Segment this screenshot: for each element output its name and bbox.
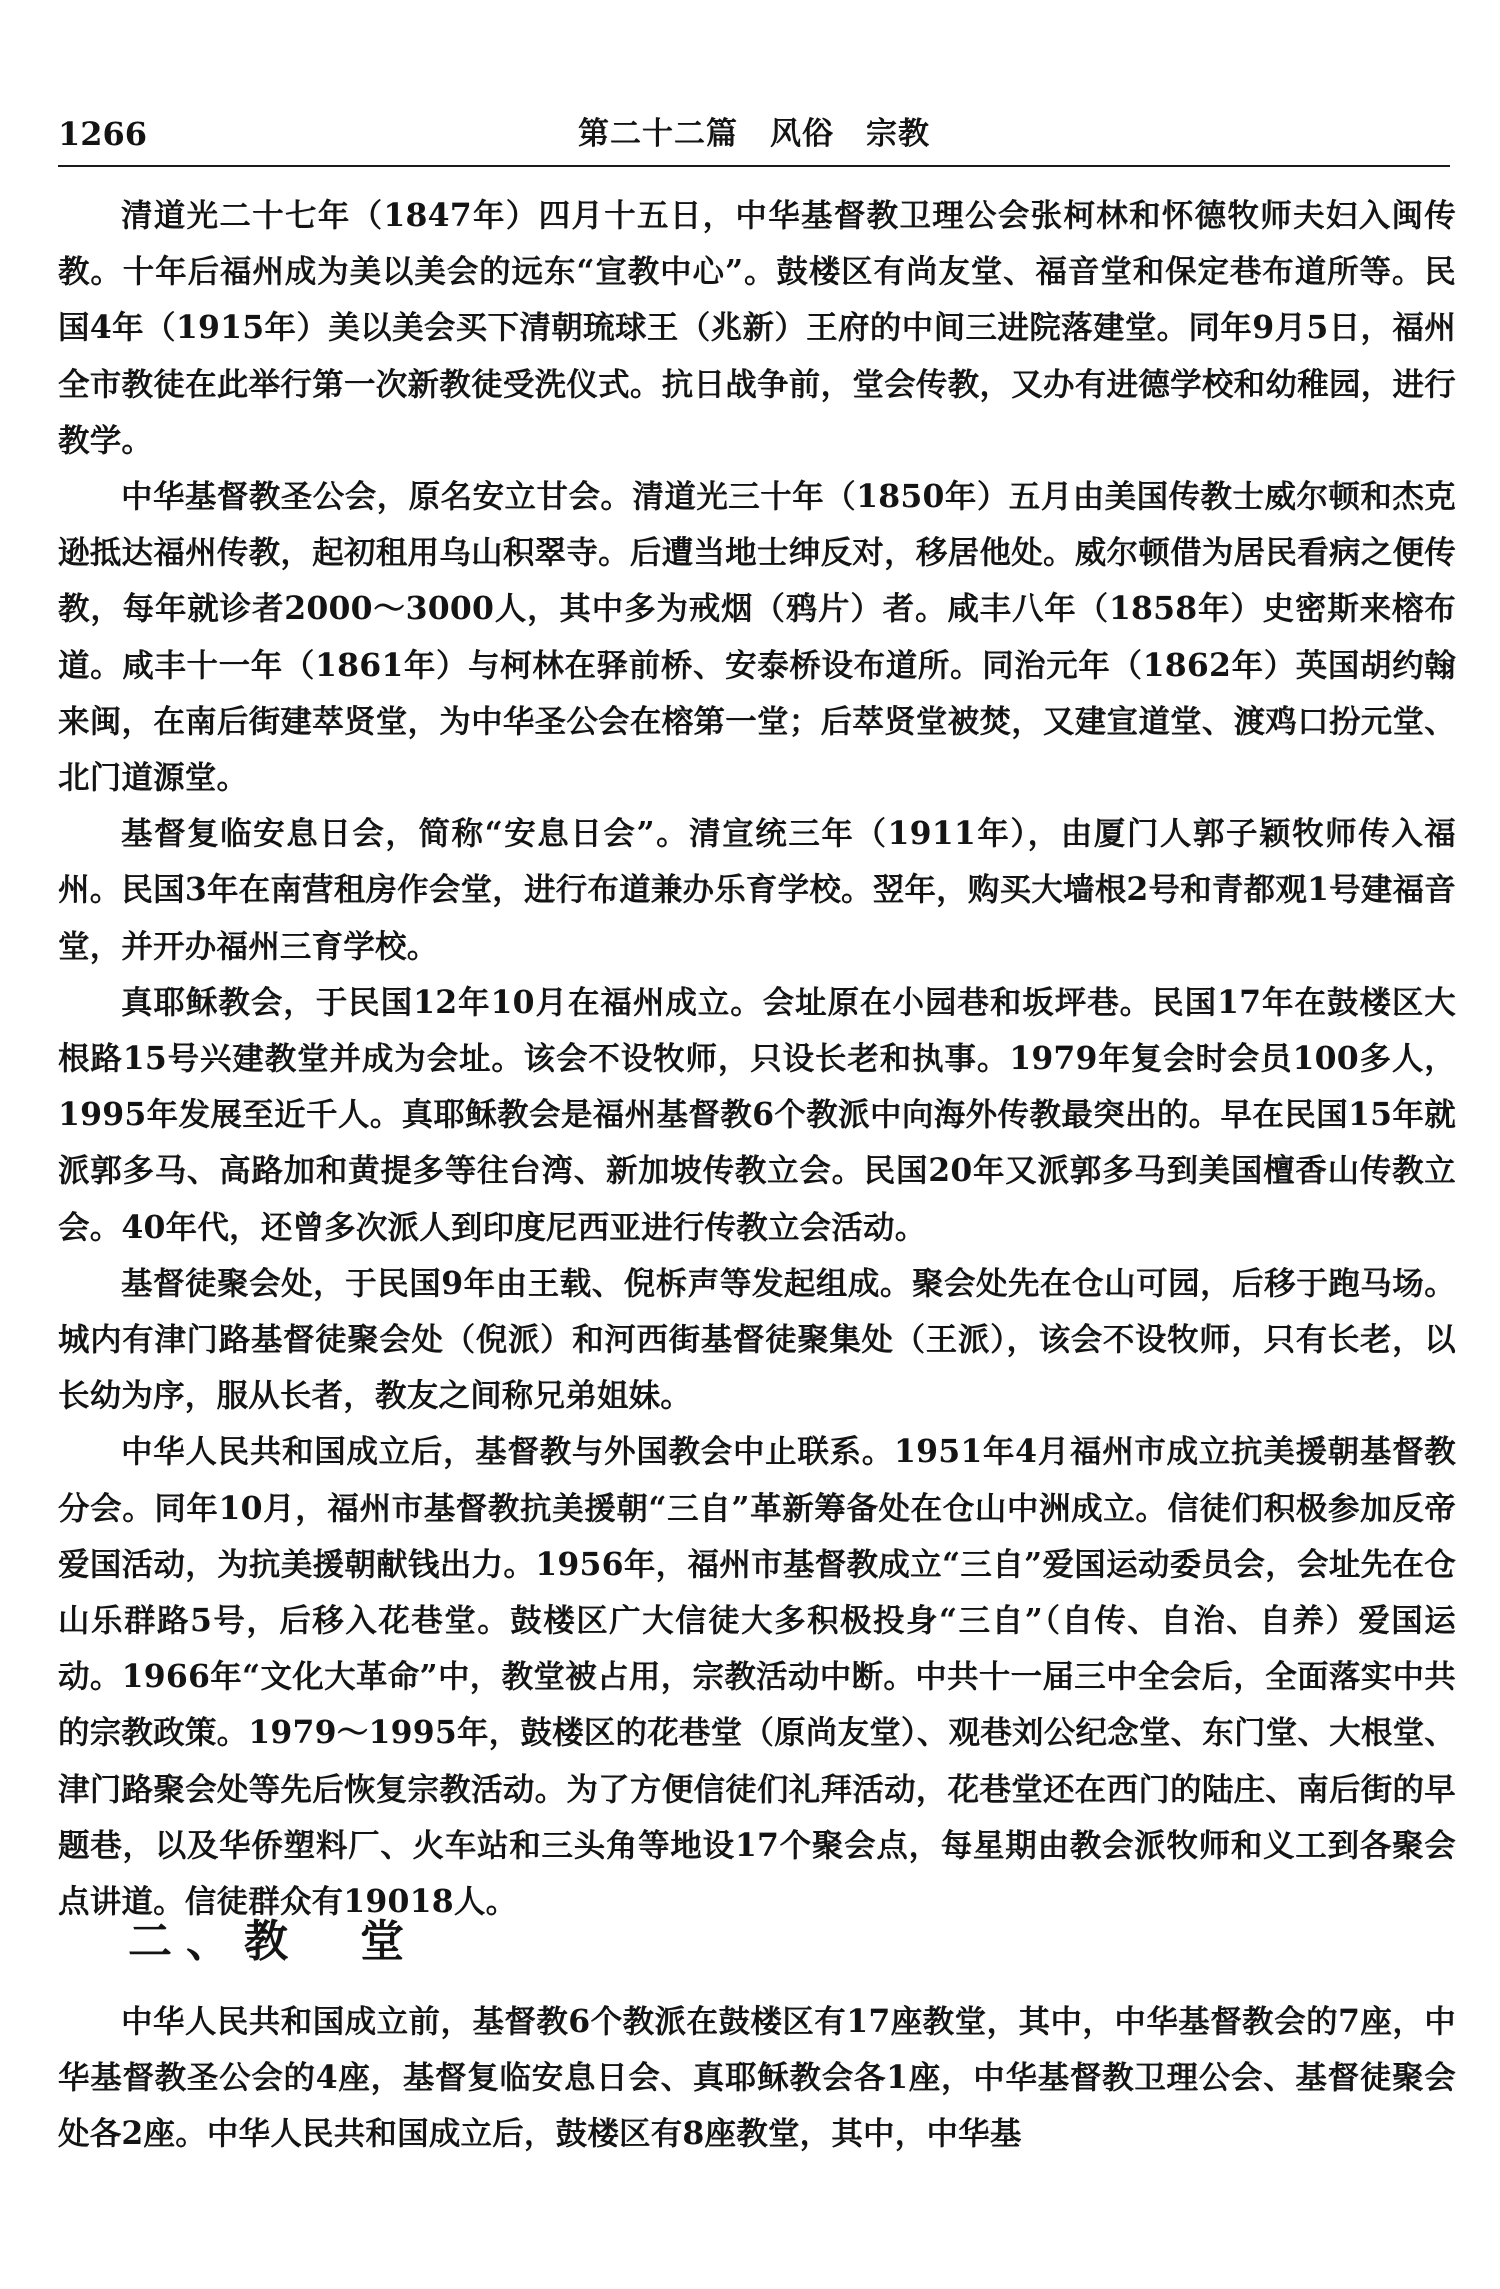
paragraph-post-1949: 中华人民共和国成立后，基督教与外国教会中止联系。1951年4月福州市成立抗美援朝基督教分会。同年10月，福州市基督教抗美援朝“三自”革新筹备处在仓山中洲成立。信徒们积极参加反帝爱国活动，为抗美援朝献钱出力。1956年，福州市基督教成立“三自”爱国运动委员会，会址先在仓山乐群路5号，后移入花巷堂。鼓楼区广大信徒大多积极投身“三自”（自传、自治、自养）爱国运动。1966年“文化大革命”中，教堂被占用，宗教活动中断。中共十一届三中全会后，全面落实中共的宗教政策。1979～1995年，鼓楼区的花巷堂（原尚友堂）、观巷刘公纪念堂、东门堂、大根堂、津门路聚会处等先后恢复宗教活动。为了方便信徒们礼拜活动，花巷堂还在西门的陆庄、南后街的早题巷，以及华侨塑料厂、火车站和三头角等地设17个聚会点，每星期由教会派牧师和义工到各聚会点讲道。信徒群众有19018人。 [58,1433,1456,1921]
body-text [58,188,1456,1930]
header-rule [58,165,1450,167]
section-heading: 二、教 堂 [128,1916,418,1967]
running-title: 第二十二篇 风俗 宗教 [578,116,930,152]
paragraph-churches: 中华人民共和国成立前，基督教6个教派在鼓楼区有17座教堂，其中，中华基督教会的7座，中华基督教圣公会的4座，基督复临安息日会、真耶稣教会各1座，中华基督教卫理公会、基督徒聚会处各2座。中华人民共和国成立后，鼓楼区有8座教堂，其中，中华基 [58,2003,1456,2153]
paragraph-christian-assembly: 基督徒聚会处，于民国9年由王载、倪柝声等发起组成。聚会处先在仓山可园，后移于跑马场。城内有津门路基督徒聚会处（倪派）和河西街基督徒聚集处（王派），该会不设牧师，只有长老，以长幼为序，服从长者，教友之间称兄弟姐妹。 [58,1264,1456,1415]
paragraph-adventist: 基督复临安息日会，简称“安息日会”。清宣统三年（1911年），由厦门人郭子颖牧师传入福州。民国3年在南营租房作会堂，进行布道兼办乐育学校。翌年，购买大墙根2号和青都观1号建福音堂，并开办福州三育学校。 [58,815,1456,965]
paragraph-true-jesus-church: 真耶稣教会，于民国12年10月在福州成立。会址原在小园巷和坂坪巷。民国17年在鼓楼区大根路15号兴建教堂并成为会址。该会不设牧师，只设长老和执事。1979年复会时会员100多人，1995年发展至近千人。真耶稣教会是福州基督教6个教派中向海外传教最突出的。早在民国15年就派郭多马、高路加和黄提多等往台湾、新加坡传教立会。民国20年又派郭多马到美国檀香山传教立会。40年代，还曾多次派人到印度尼西亚进行传教立会活动。 [58,983,1456,1246]
page-header [58,108,1450,160]
paragraph-methodist: 清道光二十七年（1847年）四月十五日，中华基督教卫理公会张柯林和怀德牧师夫妇入闽传教。十年后福州成为美以美会的远东“宣教中心”。鼓楼区有尚友堂、福音堂和保定巷布道所等。民国4年（1915年）美以美会买下清朝琉球王（兆新）王府的中间三进院落建堂。同年9月5日，福州全市教徒在此举行第一次新教徒受洗仪式。抗日战争前，堂会传教，又办有进德学校和幼稚园，进行教学。 [58,197,1456,459]
section-body [58,1994,1456,2163]
page-number: 1266 [58,115,148,153]
paragraph-anglican: 中华基督教圣公会，原名安立甘会。清道光三十年（1850年）五月由美国传教士威尔顿和杰克逊抵达福州传教，起初租用乌山积翠寺。后遭当地士绅反对，移居他处。威尔顿借为居民看病之便传教，每年就诊者2000～3000人，其中多为戒烟（鸦片）者。咸丰八年（1858年）史密斯来榕布道。咸丰十一年（1861年）与柯林在驿前桥、安泰桥设布道所。同治元年（1862年）英国胡约翰来闽，在南后街建萃贤堂，为中华圣公会在榕第一堂；后萃贤堂被焚，又建宣道堂、渡鸡口扮元堂、北门道源堂。 [58,478,1456,797]
